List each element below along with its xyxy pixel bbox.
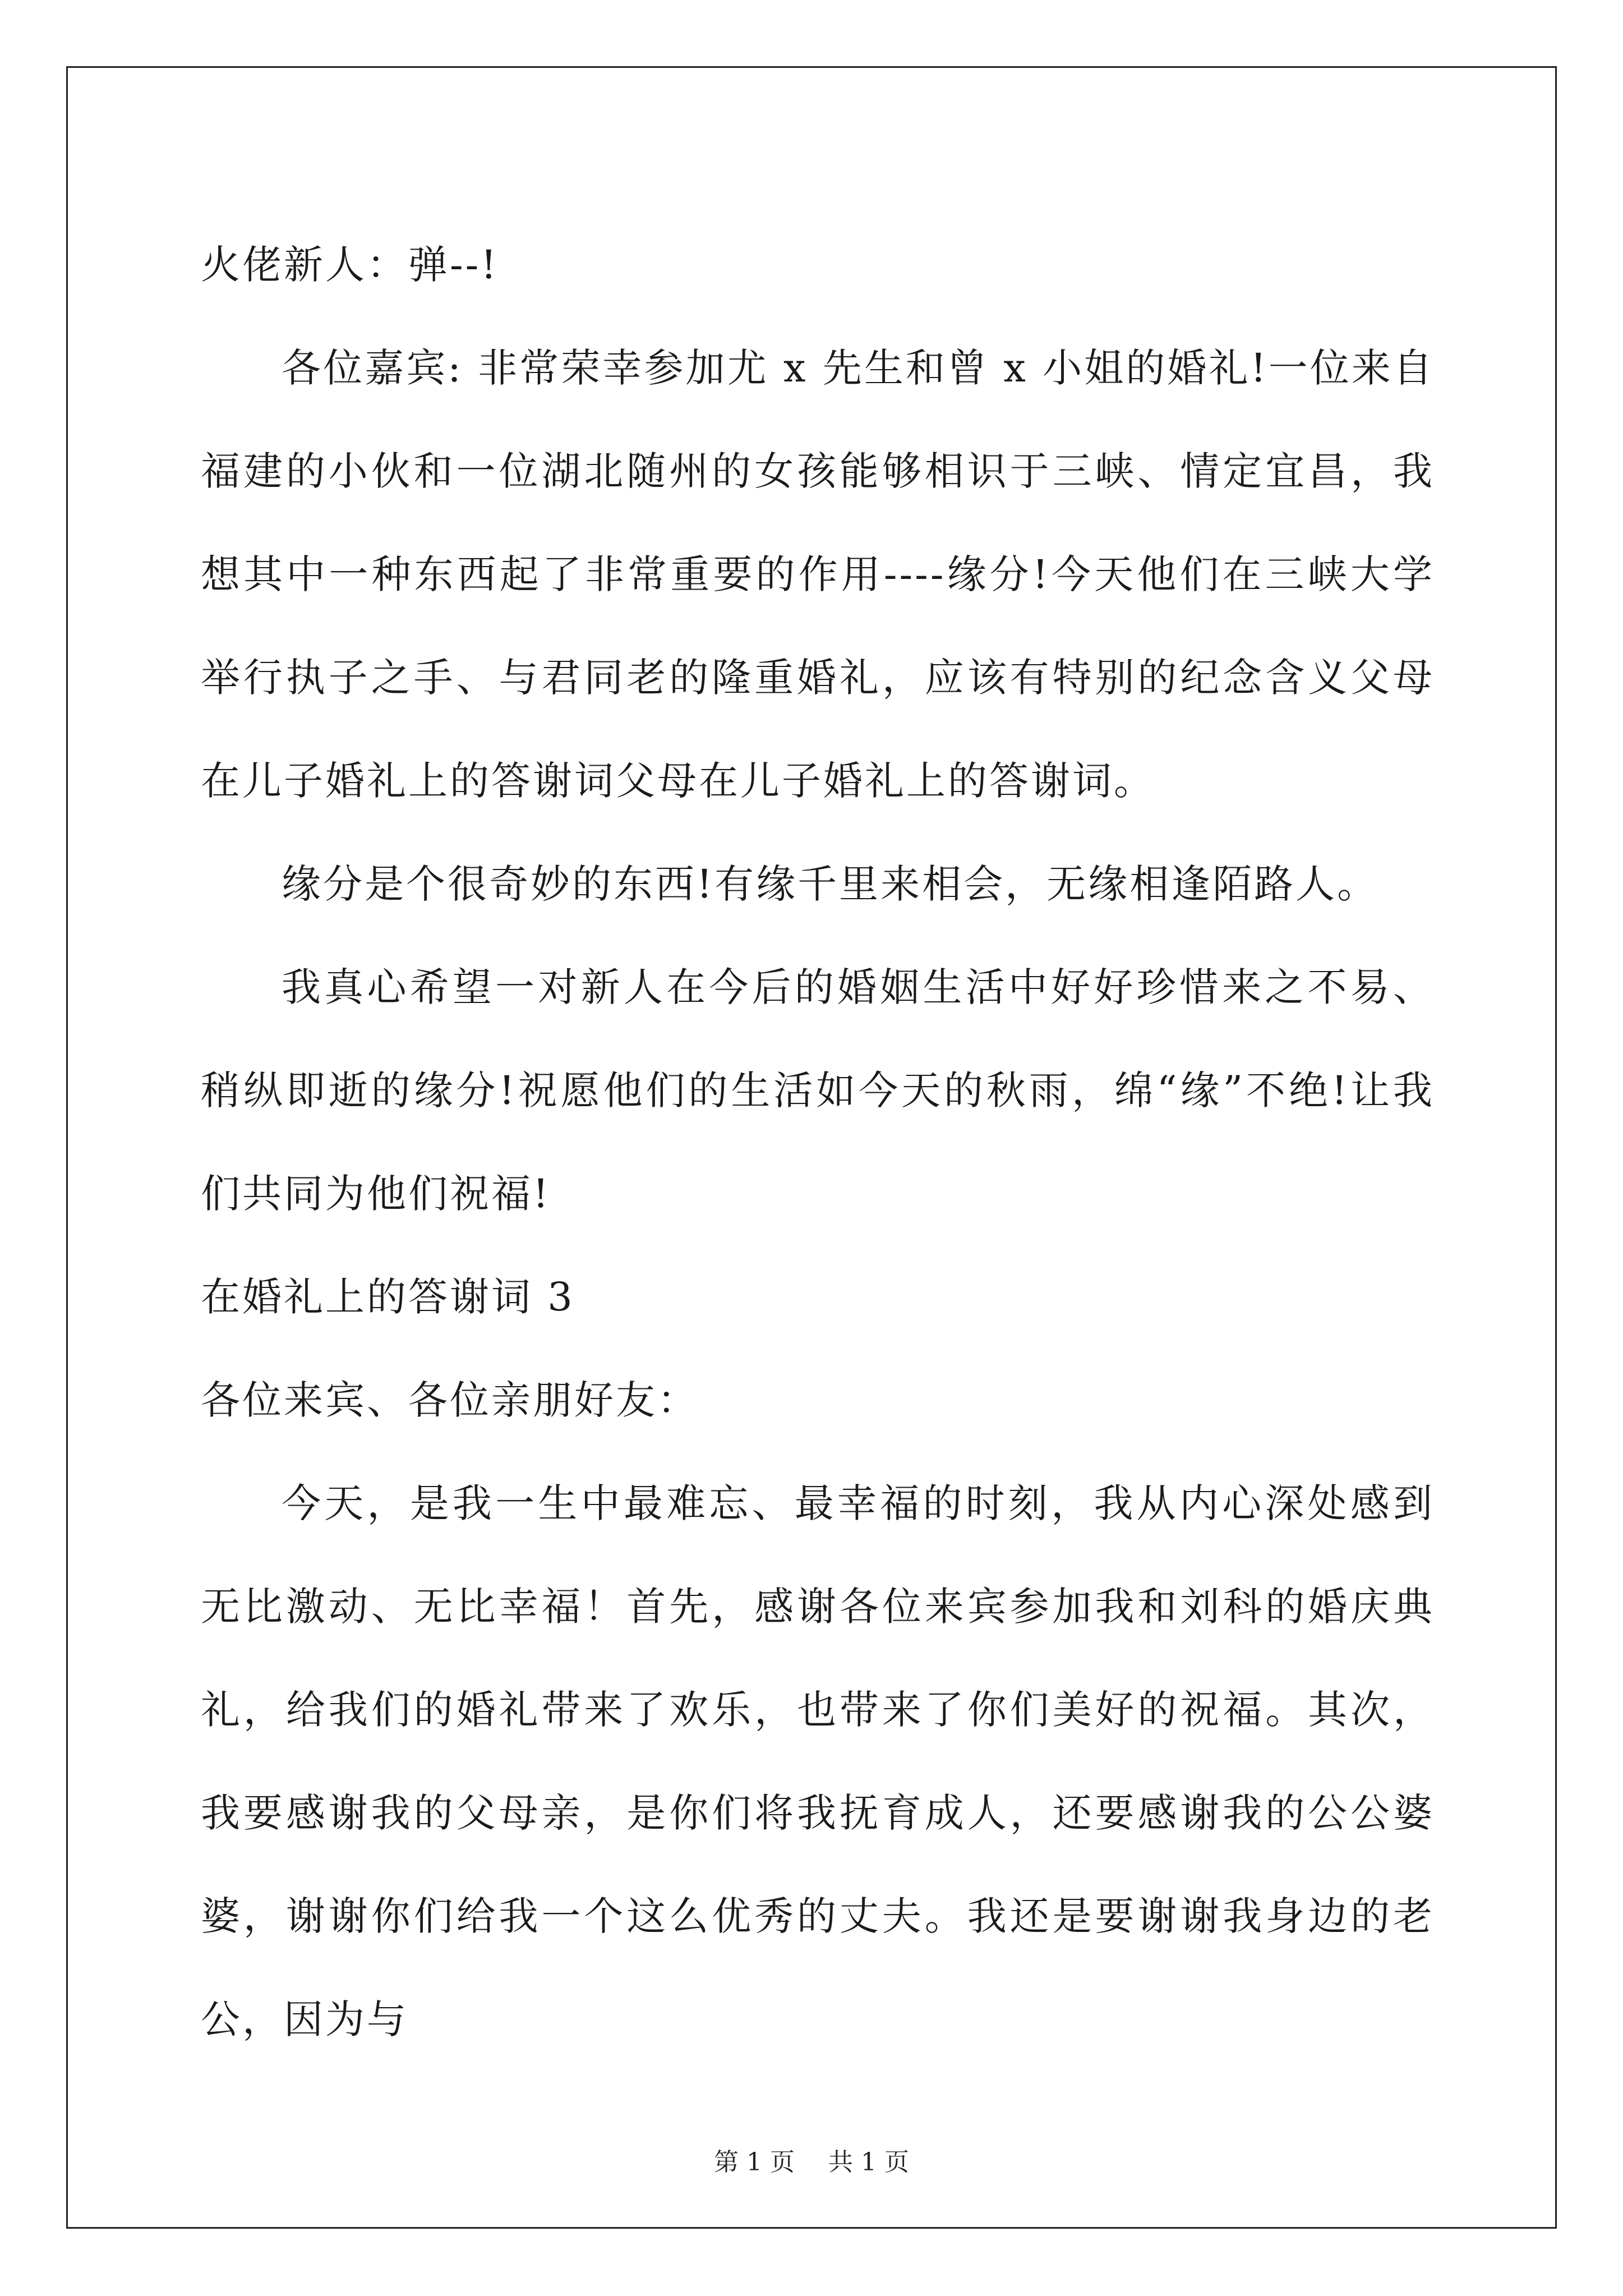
paragraph-fate: 缘分是个很奇妙的东西!有缘千里来相会，无缘相逢陌路人。	[282, 861, 1379, 907]
paragraph-greeting: 火佬新人：弹--!	[201, 242, 499, 288]
paragraph-guests-address: 各位嘉宾: 非常荣幸参加尤 x 先生和曾 x 小姐的婚礼!一位来自福建的小伙和一位湖北随州的女孩能够相识于三峡、情定宜昌，我想其中一种东西起了非常重要的作用----缘分!今天他们在三峡大学举行执子之手、与君同老的隆重婚礼，应该有特别的纪念含义父母在儿子婚礼上的答谢词父母在儿子婚礼上的答谢词。	[201, 345, 1435, 804]
page-footer	[0, 2142, 1623, 2178]
document-body	[201, 213, 1435, 2071]
page-number: 第 1 页	[714, 2148, 795, 2177]
section-heading: 在婚礼上的答谢词 3	[201, 1274, 575, 1320]
paragraph-salutation: 各位来宾、各位亲朋好友：	[201, 1377, 699, 1423]
paragraph-thanks: 今天，是我一生中最难忘、最幸福的时刻，我从内心深处感到无比激动、无比幸福！首先，感谢各位来宾参加我和刘科的婚庆典礼，给我们的婚礼带来了欢乐，也带来了你们美好的祝福。其次，我要感谢我的父母亲，是你们将我抚育成人，还要感谢我的公公婆婆，谢谢你们给我一个这么优秀的丈夫。我还是要谢谢我身边的老公，因为与	[201, 1480, 1435, 2042]
page-total: 共 1 页	[828, 2148, 909, 2177]
paragraph-wishes: 我真心希望一对新人在今后的婚姻生活中好好珍惜来之不易、稍纵即逝的缘分!祝愿他们的生活如今天的秋雨，绵“缘”不绝!让我们共同为他们祝福!	[201, 964, 1435, 1217]
